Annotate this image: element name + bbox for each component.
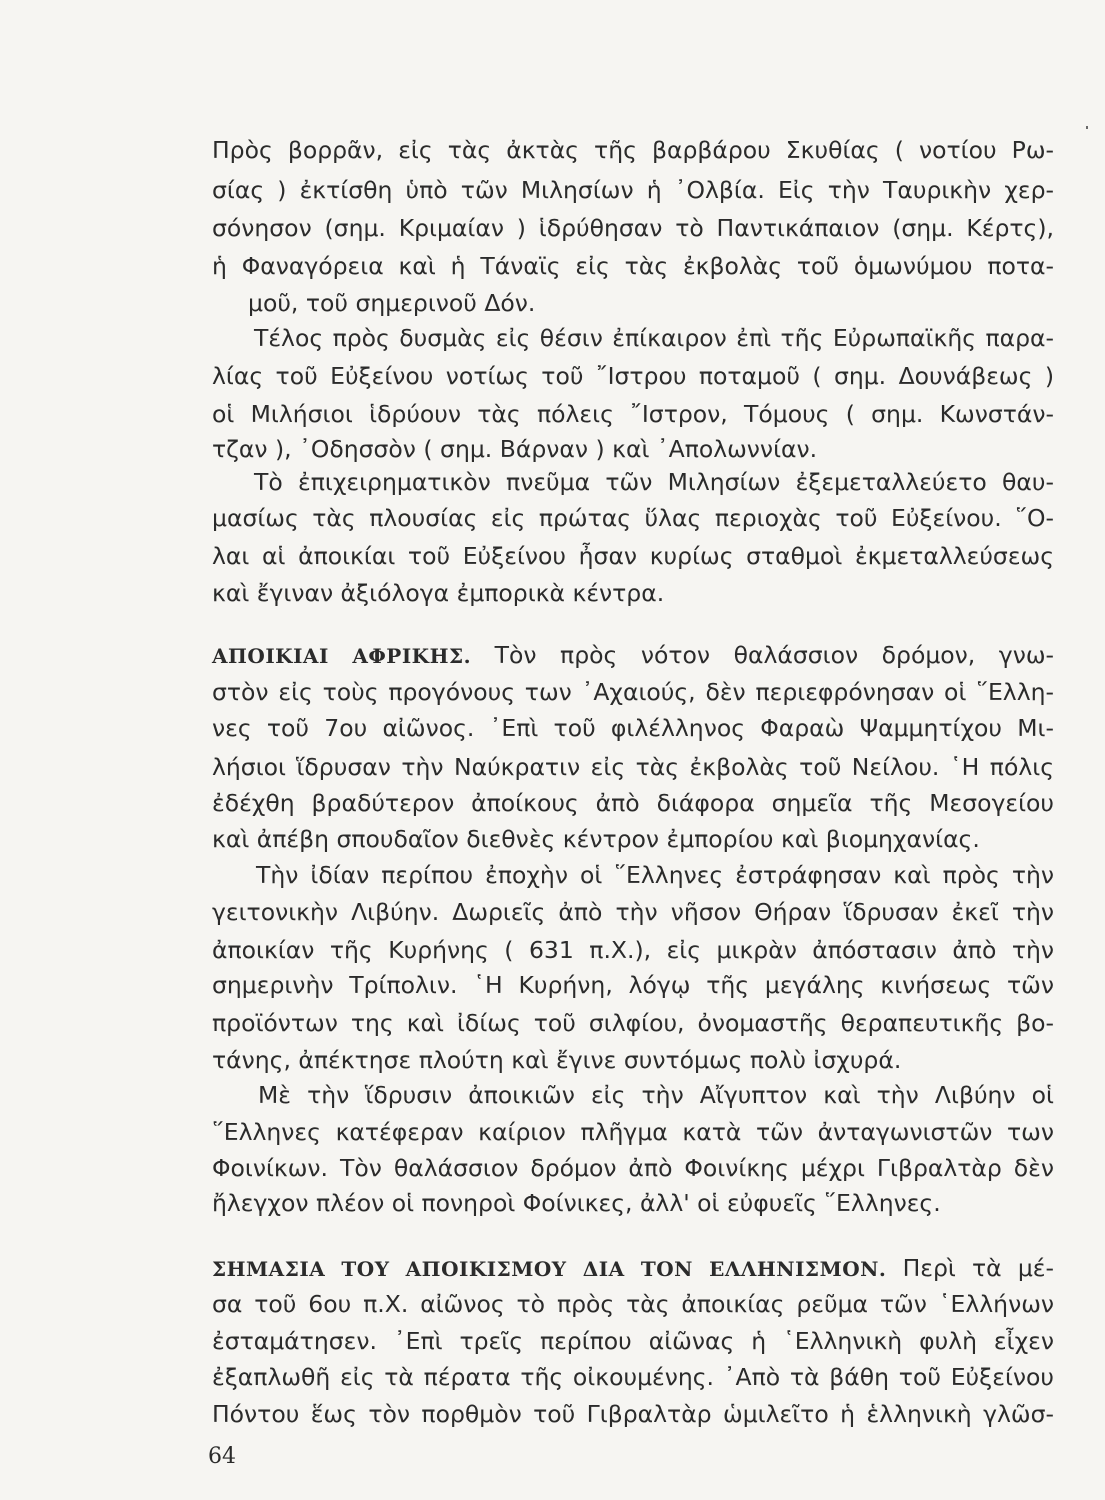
text-line: Πρὸς βορρᾶν, εἰς τὰς ἀκτὰς τῆς βαρβάρου Σκυθίας ( νοτίου Ρω-: [212, 136, 1054, 164]
text-line: ἐσταμάτησεν. ᾿Επὶ τρεῖς περίπου αἰῶνας ἡ ῾Ελληνικὴ φυλὴ εἶχεν: [212, 1327, 1054, 1355]
text-line: τάνης, ἀπέκτησε πλούτη καὶ ἔγινε συντόμως πολὺ ἰσχυρά.: [212, 1046, 902, 1074]
text-line: στὸν εἰς τοὺς προγόνους των ᾿Αχαιούς, δὲν περιεφρόνησαν οἱ ῞Ελλη-: [212, 678, 1054, 706]
section-line: [212, 640, 1054, 671]
text-line: Τὸ ἐπιχειρηματικὸν πνεῦμα τῶν Μιλησίων ἐξεμεταλλεύετο θαυ-: [254, 468, 1054, 496]
text-line: προϊόντων της καὶ ἰδίως τοῦ σιλφίου, ὀνομαστῆς θεραπευτικῆς βο-: [212, 1009, 1054, 1037]
text-line: Περὶ τὰ μέ-: [886, 1254, 1054, 1282]
section-heading-significance: ΣΗΜΑΣΙΑ ΤΟΥ ΑΠΟΙΚΙΣΜΟΥ ΔΙΑ ΤΟΝ ΕΛΛΗΝΙΣΜΟΝ.: [212, 1257, 887, 1281]
text-line: ἡ Φαναγόρεια καὶ ἡ Τάναϊς εἰς τὰς ἐκβολὰς τοῦ ὁμωνύμου ποτα-: [212, 252, 1054, 280]
text-line: σίας ) ἐκτίσθη ὑπὸ τῶν Μιλησίων ἡ ᾿Ολβία. Εἰς τὴν Ταυρικὴν χερ-: [212, 176, 1054, 204]
section-line: [212, 1253, 1054, 1284]
text-line: οἱ Μιλήσιοι ἱδρύουν τὰς πόλεις ῎Ιστρον, Τόμους ( σημ. Κωνστάν-: [212, 400, 1054, 428]
text-line: Μὲ τὴν ἵδρυσιν ἀποικιῶν εἰς τὴν Αἴγυπτον καὶ τὴν Λιβύην οἱ: [258, 1081, 1054, 1109]
paper-speck: [1086, 126, 1088, 129]
text-line: σα τοῦ 6ου π.Χ. αἰῶνος τὸ πρὸς τὰς ἀποικίας ρεῦμα τῶν ῾Ελλήνων: [212, 1290, 1054, 1318]
text-line: ἀποικίαν τῆς Κυρήνης ( 631 π.Χ.), εἰς μικρὰν ἀπόστασιν ἀπὸ τὴν: [212, 936, 1054, 964]
text-line: καὶ ἀπέβη σπουδαῖον διεθνὲς κέντρον ἐμπορίου καὶ βιομηχανίας.: [212, 825, 980, 853]
text-line: λήσιοι ἵδρυσαν τὴν Ναύκρατιν εἰς τὰς ἐκβολὰς τοῦ Νείλου. ῾Η πόλις: [212, 753, 1054, 781]
text-line: νες τοῦ 7ου αἰῶνος. ᾿Επὶ τοῦ φιλέλληνος Φαραὼ Ψαμμητίχου Μι-: [212, 714, 1054, 742]
text-line: ἤλεγχον πλέον οἱ πονηροὶ Φοίνικες, ἀλλ' οἱ εὐφυεῖς ῞Ελληνες.: [212, 1189, 941, 1217]
text-line: σόνησον (σημ. Κριμαίαν ) ἱδρύθησαν τὸ Παντικάπαιον (σημ. Κέρτς),: [212, 214, 1054, 242]
text-line: μοῦ, τοῦ σημερινοῦ Δόν.: [248, 289, 536, 317]
text-line: ῞Ελληνες κατέφεραν καίριον πλῆγμα κατὰ τῶν ἀνταγωνιστῶν των: [212, 1118, 1054, 1146]
text-line: μασίως τὰς πλουσίας εἰς πρώτας ὕλας περιοχὰς τοῦ Εὐξείνου. ῞Ο-: [212, 504, 1054, 532]
text-line: γειτονικὴν Λιβύην. Δωριεῖς ἀπὸ τὴν νῆσον Θήραν ἵδρυσαν ἐκεῖ τὴν: [212, 898, 1054, 926]
text-line: Φοινίκων. Τὸν θαλάσσιον δρόμον ἀπὸ Φοινίκης μέχρι Γιβραλτὰρ δὲν: [212, 1154, 1054, 1182]
text-line: σημερινὴν Τρίπολιν. ῾Η Κυρήνη, λόγῳ τῆς μεγάλης κινήσεως τῶν: [212, 971, 1054, 999]
section-heading-africa: ΑΠΟΙΚΙΑΙ ΑΦΡΙΚΗΣ.: [212, 644, 472, 668]
text-line: τζαν ), ᾿Οδησσὸν ( σημ. Βάρναν ) καὶ ᾿Απολωννίαν.: [212, 435, 818, 463]
text-line: Τὴν ἰδίαν περίπου ἐποχὴν οἱ ῞Ελληνες ἐστράφησαν καὶ πρὸς τὴν: [256, 861, 1054, 889]
page-number: 64: [208, 1444, 236, 1469]
text-line: Τὸν πρὸς νότον θαλάσσιον δρόμον, γνω-: [471, 641, 1055, 669]
text-line: λαι αἱ ἀποικίαι τοῦ Εὐξείνου ἦσαν κυρίως σταθμοὶ ἐκμεταλλεύσεως: [212, 542, 1054, 570]
text-line: ἐδέχθη βραδύτερον ἀποίκους ἀπὸ διάφορα σημεῖα τῆς Μεσογείου: [212, 789, 1054, 817]
text-line: καὶ ἔγιναν ἀξιόλογα ἐμπορικὰ κέντρα.: [212, 579, 665, 607]
text-line: Τέλος πρὸς δυσμὰς εἰς θέσιν ἐπίκαιρον ἐπὶ τῆς Εὐρωπαϊκῆς παρα-: [254, 324, 1054, 352]
text-line: λίας τοῦ Εὐξείνου νοτίως τοῦ ῎Ιστρου ποταμοῦ ( σημ. Δουνάβεως ): [212, 362, 1054, 390]
text-line: Πόντου ἕως τὸν πορθμὸν τοῦ Γιβραλτὰρ ὡμιλεῖτο ἡ ἑλληνικὴ γλῶσ-: [212, 1400, 1054, 1428]
text-line: ἐξαπλωθῆ εἰς τὰ πέρατα τῆς οἰκουμένης. ᾿Απὸ τὰ βάθη τοῦ Εὐξείνου: [212, 1363, 1054, 1391]
